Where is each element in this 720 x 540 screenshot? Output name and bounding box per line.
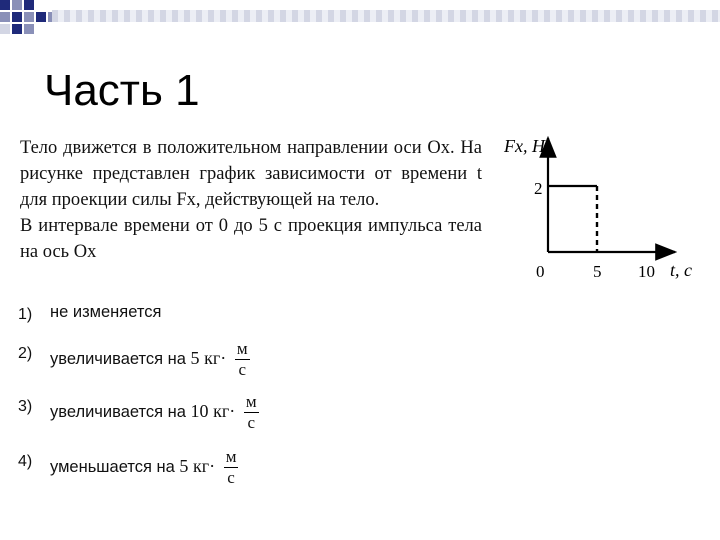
answer-number: 4): [18, 453, 33, 470]
deco-square-8: [12, 24, 22, 34]
unit-fraction: $\frac{м}{с}$: [245, 392, 257, 432]
deco-square-10: [0, 24, 10, 34]
answer-text: увеличивается на: [50, 402, 186, 421]
deco-square-2: [12, 0, 22, 10]
answer-number: 3): [18, 398, 33, 415]
answer-quantity: 5: [190, 347, 200, 368]
y-axis-label: Fx, Н: [504, 136, 545, 156]
answer-text: уменьшается на: [50, 457, 175, 476]
problem-statement: [20, 135, 482, 265]
x-tick-5: 5: [593, 262, 602, 281]
x-axis-label: t, с: [670, 260, 692, 280]
deco-square-5: [12, 12, 22, 22]
force-time-graph: [495, 130, 705, 290]
answer-quantity: 5: [179, 455, 189, 476]
answer-text: увеличивается на: [50, 349, 186, 368]
answer-number: 1): [18, 306, 33, 323]
answer-quantity: 10: [190, 400, 209, 421]
deco-square-7: [36, 12, 46, 22]
answer-unit: кг: [213, 400, 230, 421]
answer-unit: кг: [204, 347, 221, 368]
unit-fraction: $\frac{м}{с}$: [236, 339, 248, 379]
deco-square-4: [0, 12, 10, 22]
deco-square-6: [24, 12, 34, 22]
answer-unit: кг: [192, 455, 210, 476]
unit-fraction: $\frac{м}{с}$: [225, 447, 237, 487]
problem-paragraph-2: В интервале времени от 0 до 5 с проекция импульса тела на ось Ox: [20, 216, 482, 262]
deco-square-1: [0, 0, 10, 10]
answer-number: 2): [18, 345, 33, 362]
problem-paragraph-1: Тело движется в положительном направлении оси Ox. На рисунке представлен график зависимости от времени t для проекции силы Fx, действующей на тело.: [20, 138, 482, 210]
slide-title: Часть 1: [44, 66, 200, 115]
x-tick-10: 10: [638, 262, 655, 281]
answer-text: не изменяется: [50, 303, 162, 321]
decorative-checker-bar: [52, 10, 720, 22]
deco-square-9: [24, 24, 34, 34]
deco-square-3: [24, 0, 34, 10]
y-tick-2: 2: [534, 179, 543, 198]
x-tick-0: 0: [536, 262, 545, 281]
